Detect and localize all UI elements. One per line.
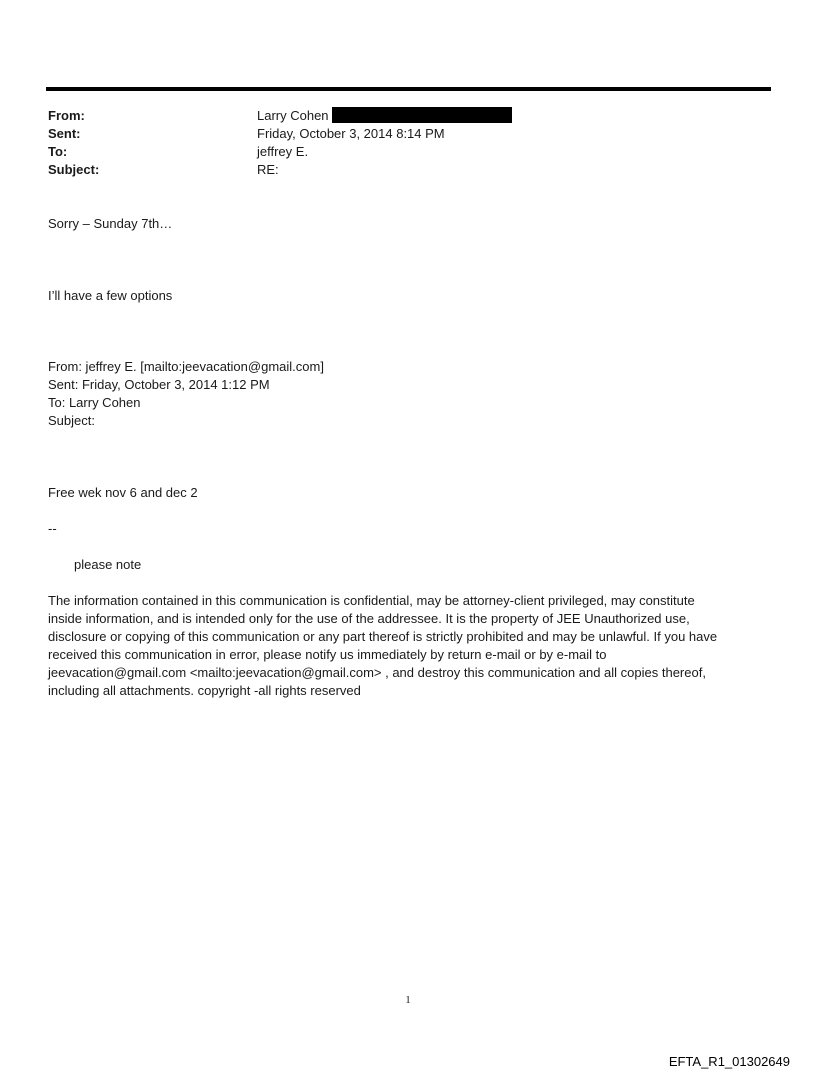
from-name: Larry Cohen	[257, 108, 329, 123]
sent-label: Sent:	[48, 126, 81, 141]
to-value: jeffrey E.	[257, 144, 309, 159]
sent-value: Friday, October 3, 2014 8:14 PM	[257, 126, 445, 141]
disclaimer-line: received this communication in error, please notify us immediately by return e-mail or by e-mail to	[48, 647, 607, 662]
quoted-subject: Subject:	[48, 413, 95, 428]
from-value	[257, 107, 512, 125]
body-line-2: I’ll have a few options	[48, 288, 173, 303]
disclaimer-line: jeevacation@gmail.com <mailto:jeevacation@gmail.com> , and destroy this communication and all copies thereof,	[48, 665, 706, 680]
disclaimer-line: inside information, and is intended only for the use of the addressee. It is the property of JEE Unauthorized use,	[48, 611, 690, 626]
quoted-message: Free wek nov 6 and dec 2	[48, 485, 198, 500]
disclaimer-line: disclosure or copying of this communication or any part thereof is strictly prohibited and may be unlawful. If you have	[48, 629, 718, 644]
from-label: From:	[48, 108, 85, 123]
bates-number: EFTA_R1_01302649	[668, 1054, 790, 1069]
subject-label: Subject:	[48, 162, 100, 177]
to-label: To:	[48, 144, 68, 159]
disclaimer-line: including all attachments. copyright -all rights reserved	[48, 683, 361, 698]
body-line-1: Sorry – Sunday 7th…	[48, 216, 173, 231]
page-number: 1	[405, 994, 411, 1006]
signature-separator: --	[48, 521, 57, 536]
quoted-from: From: jeffrey E. [mailto:jeevacation@gmail.com]	[48, 359, 324, 374]
subject-value: RE:	[257, 162, 279, 177]
confidentiality-disclaimer	[48, 592, 768, 700]
quoted-to: To: Larry Cohen	[48, 395, 141, 410]
please-note: please note	[74, 557, 142, 572]
redaction-box	[332, 107, 512, 123]
quoted-sent: Sent: Friday, October 3, 2014 1:12 PM	[48, 377, 270, 392]
header-rule	[46, 87, 771, 91]
disclaimer-line: The information contained in this communication is confidential, may be attorney-client privileged, may constitute	[48, 593, 695, 608]
